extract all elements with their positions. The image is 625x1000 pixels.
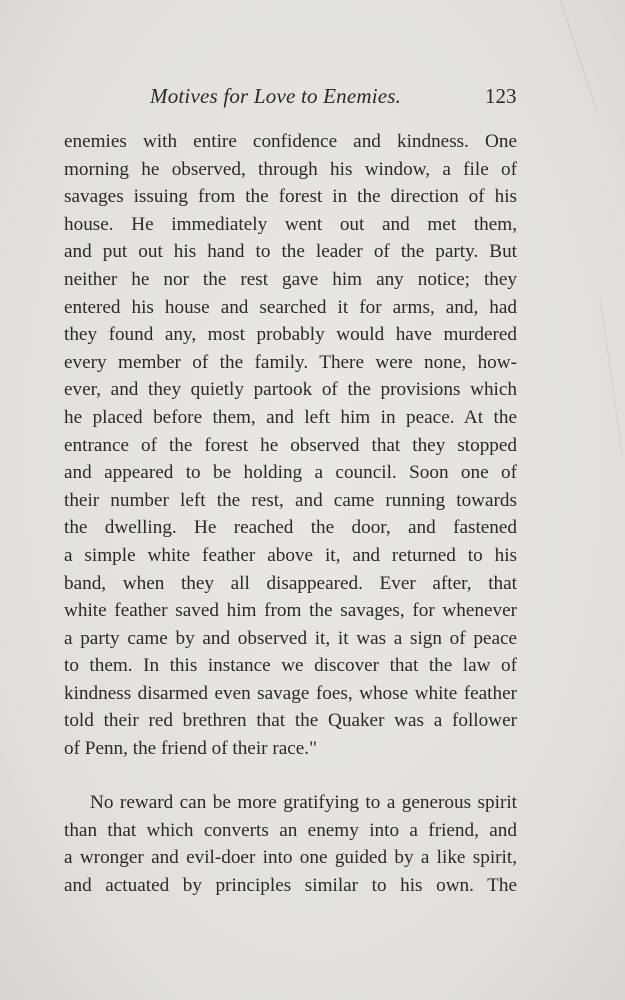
text-line: and actuated by principles similar to his own. The: [64, 874, 517, 896]
text-line: a wronger and evil-doer into one guided by a like spirit,: [64, 847, 517, 869]
page-header: [0, 84, 625, 114]
text-line: enemies with entire confidence and kindness. One: [64, 131, 517, 152]
text-line: to them. In this instance we discover that the law of: [64, 655, 517, 677]
text-line: their number left the rest, and came running towards: [64, 489, 517, 511]
text-line: told their red brethren that the Quaker was a follower: [64, 710, 517, 732]
text-line: house. He immediately went out and met them,: [64, 213, 517, 235]
text-line: than that which converts an enemy into a friend, and: [64, 819, 517, 841]
text-line: of Penn, the friend of their race.": [64, 738, 317, 760]
text-line: kindness disarmed even savage foes, whose white feather: [64, 682, 517, 704]
text-line: white feather saved him from the savages, for whenever: [64, 600, 517, 622]
paragraph-reward: [64, 789, 517, 899]
text-line: morning he observed, through his window, a file of: [64, 158, 517, 180]
text-line: every member of the family. There were none, how-: [64, 351, 517, 373]
text-line: neither he nor the rest gave him any notice; they: [64, 268, 517, 290]
text-line: band, when they all disappeared. Ever after, that: [64, 572, 517, 594]
text-line: entered his house and searched it for arms, and, had: [64, 296, 517, 318]
text-line: they found any, most probably would have murdered: [64, 324, 517, 346]
running-title: Motives for Love to Enemies.: [150, 84, 402, 108]
text-line: he placed before them, and left him in peace. At the: [64, 406, 517, 428]
text-line: No reward can be more gratifying to a generous spirit: [90, 792, 517, 813]
text-line: and appeared to be holding a council. Soon one of: [64, 462, 517, 484]
text-line: entrance of the forest he observed that they stopped: [64, 434, 517, 456]
text-line: ever, and they quietly partook of the provisions which: [64, 379, 517, 401]
page-edge-crease: [600, 300, 623, 459]
text-line: a party came by and observed it, it was a sign of peace: [64, 627, 517, 649]
text-line: the dwelling. He reached the door, and fastened: [64, 517, 517, 539]
paragraph-quote-continuation: [64, 128, 517, 763]
text-line: savages issuing from the forest in the direction of his: [64, 186, 517, 208]
text-line: and put out his hand to the leader of the party. But: [64, 241, 517, 263]
text-line: a simple white feather above it, and returned to his: [64, 544, 517, 566]
page-number: 123: [485, 84, 517, 108]
